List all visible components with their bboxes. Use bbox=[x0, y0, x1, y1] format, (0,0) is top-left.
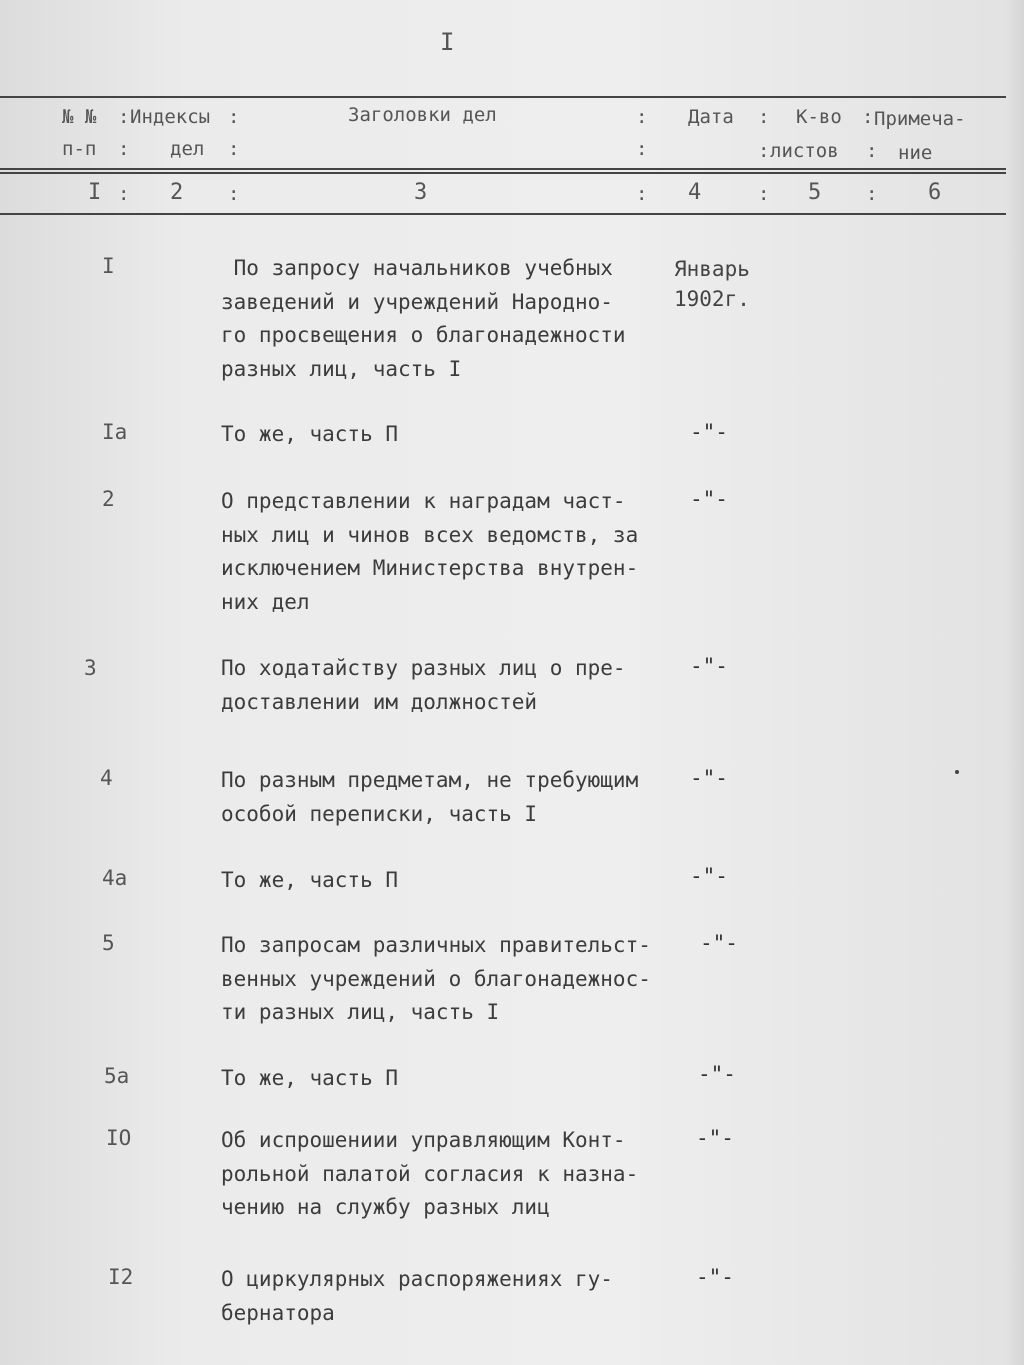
table-top-rule bbox=[0, 96, 1006, 98]
header-col1-line2: п-п bbox=[62, 138, 97, 160]
entry-title: То же, часть П bbox=[221, 1066, 399, 1090]
header-col6-line2: ние bbox=[898, 142, 933, 164]
entry-date-ditto: -"- bbox=[690, 487, 728, 511]
column-number-separator: : bbox=[866, 183, 878, 205]
header-separator: : bbox=[636, 106, 648, 128]
header-col4: Дата bbox=[688, 106, 734, 128]
paper-speck bbox=[955, 770, 959, 774]
header-separator: : bbox=[228, 138, 240, 160]
entry-title: О циркулярных распоряжениях гу- бернатора bbox=[221, 1267, 613, 1325]
entry-date-ditto: -"- bbox=[690, 420, 728, 444]
header-col5-line1: К-во bbox=[796, 106, 842, 128]
page-number: I bbox=[440, 28, 455, 56]
column-number-1: I bbox=[88, 180, 102, 205]
entry-date-ditto: -"- bbox=[696, 1265, 734, 1289]
entry-date: Январь 1902г. bbox=[674, 257, 750, 311]
header-separator: : bbox=[118, 138, 130, 160]
header-col3: Заголовки дел bbox=[348, 104, 497, 126]
entry-title: Об испрошениии управляющим Конт- рольной палатой согласия к назна- чению на службу разных лиц bbox=[221, 1128, 639, 1219]
column-number-separator: : bbox=[228, 183, 240, 205]
entry-number: 4а bbox=[102, 866, 128, 890]
header-separator: : bbox=[862, 106, 874, 128]
column-number-6: 6 bbox=[928, 180, 942, 205]
entry-number: 3 bbox=[84, 656, 97, 680]
entry-title: То же, часть П bbox=[221, 422, 399, 446]
entry-date-ditto: -"- bbox=[698, 1062, 736, 1086]
header-col6-line1: Примеча- bbox=[874, 108, 966, 130]
entry-date-ditto: -"- bbox=[690, 864, 728, 888]
entry-title: По запросам различных правительст- венных учреждений о благонадежнос- ти разных лиц, часть I bbox=[221, 933, 651, 1024]
entry-number: 5 bbox=[102, 931, 115, 955]
table-body-rule bbox=[0, 213, 1006, 215]
entry-title: По ходатайству разных лиц о пре- доставлении им должностей bbox=[221, 656, 626, 714]
header-separator: : bbox=[758, 106, 770, 128]
entry-date-ditto: -"- bbox=[700, 931, 738, 955]
entry-date-ditto: -"- bbox=[696, 1126, 734, 1150]
table-header-rule bbox=[0, 168, 1006, 170]
entry-date-ditto: -"- bbox=[690, 766, 728, 790]
column-number-separator: : bbox=[758, 183, 770, 205]
entry-number: 4 bbox=[100, 766, 113, 790]
column-number-5: 5 bbox=[808, 180, 822, 205]
entry-number: Iа bbox=[102, 420, 128, 444]
header-separator: : bbox=[228, 106, 240, 128]
entry-number: 2 bbox=[102, 487, 115, 511]
page-edge-shadow bbox=[1006, 0, 1024, 1365]
entry-number: I bbox=[102, 254, 115, 278]
entry-number: I2 bbox=[108, 1265, 134, 1289]
header-separator: : bbox=[118, 106, 130, 128]
column-number-separator: : bbox=[636, 183, 648, 205]
header-col1-line1: № № bbox=[62, 106, 97, 128]
entry-number: 5а bbox=[104, 1064, 130, 1088]
header-col2-line2: дел bbox=[170, 138, 205, 160]
column-number-4: 4 bbox=[688, 180, 702, 205]
entry-title: То же, часть П bbox=[221, 868, 399, 892]
entry-title: О представлении к наградам част- ных лиц и чинов всех ведомств, за исключением Министерства внутрен- них дел bbox=[221, 489, 639, 614]
column-number-3: 3 bbox=[414, 180, 428, 205]
entry-date-ditto: -"- bbox=[690, 654, 728, 678]
header-col2-line1: Индексы bbox=[130, 106, 211, 128]
header-separator: : bbox=[866, 140, 878, 162]
column-number-2: 2 bbox=[170, 180, 184, 205]
header-separator: : bbox=[758, 140, 770, 162]
table-header-rule-double bbox=[0, 172, 1006, 174]
header-col5-line2: листов bbox=[770, 140, 839, 162]
header-separator: : bbox=[636, 138, 648, 160]
entry-title: По запросу начальников учебных заведений и учреждений Народно- го просвещения о благонадежности разных лиц, часть I bbox=[221, 256, 626, 381]
entry-number: IO bbox=[106, 1126, 132, 1150]
entry-title: По разным предметам, не требующим особой переписки, часть I bbox=[221, 768, 639, 826]
column-number-separator: : bbox=[118, 183, 130, 205]
